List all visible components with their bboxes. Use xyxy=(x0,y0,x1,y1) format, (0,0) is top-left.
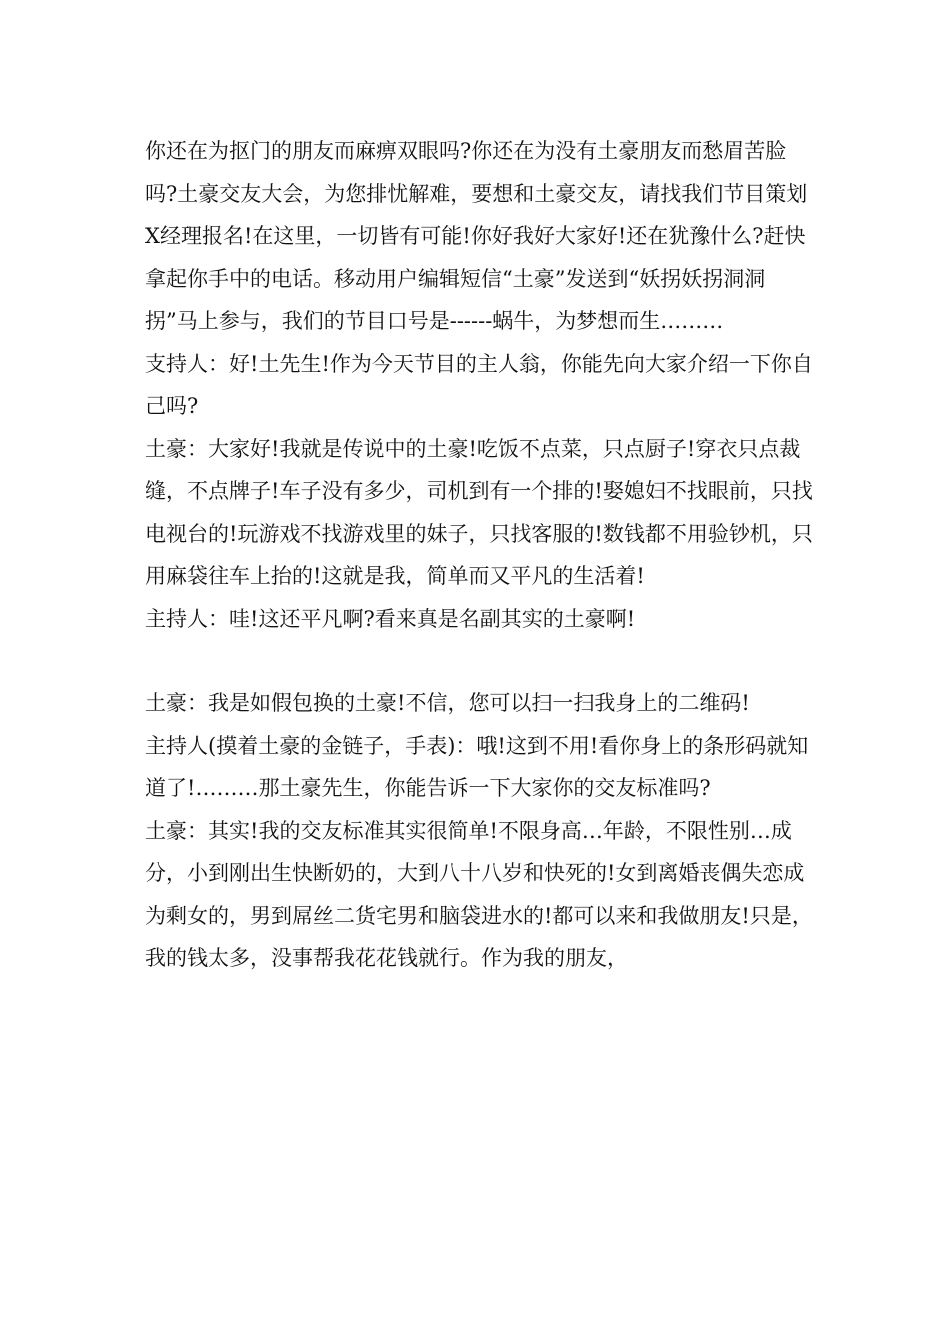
document-body xyxy=(145,130,815,980)
paragraph-host-barcode: 主持人(摸着土豪的金链子，手表)：哦!这到不用!看你身上的条形码就知道了!………那土豪先生，你能告诉一下大家你的交友标准吗? xyxy=(145,733,809,800)
paragraph-tuhao-intro: 土豪：大家好!我就是传说中的土豪!吃饭不点菜，只点厨子!穿衣只点裁缝，不点牌子!车子没有多少，司机到有一个排的!娶媳妇不找眼前，只找电视台的!玩游戏不找游戏里的妹子，只找客服的!数钱都不用验钞机，只用麻袋往车上抬的!这就是我，简单而又平凡的生活着! xyxy=(145,436,813,588)
paragraph-intro: 你还在为抠门的朋友而麻痹双眼吗?你还在为没有土豪朋友而愁眉苦脸吗?土豪交友大会，为您排忧解难，要想和土豪交友，请找我们节目策划X经理报名!在这里，一切皆有可能!你好我好大家好!还在犹豫什么?赶快拿起你手中的电话。移动用户编辑短信“土豪”发送到“妖拐妖拐洞洞拐”马上参与，我们的节目口号是------蜗牛，为梦想而生……… xyxy=(145,139,808,333)
paragraph-host-reaction: 主持人：哇!这还平凡啊?看来真是名副其实的土豪啊! xyxy=(145,606,636,631)
paragraph-host-question: 支持人：好!土先生!作为今天节目的主人翁，你能先向大家介绍一下你自己吗? xyxy=(145,351,813,418)
paragraph-tuhao-standard: 土豪：其实!我的交友标准其实很简单!不限身高…年龄，不限性别…成分，小到刚出生快断奶的，大到八十八岁和快死的!女到离婚丧偶失恋成为剩女的，男到屌丝二货宅男和脑袋进水的!都可以来和我做朋友!只是，我的钱太多，没事帮我花花钱就行。作为我的朋友， xyxy=(145,818,813,970)
paragraph-tuhao-qrcode: 土豪：我是如假包换的土豪!不信，您可以扫一扫我身上的二维码! xyxy=(145,691,750,715)
